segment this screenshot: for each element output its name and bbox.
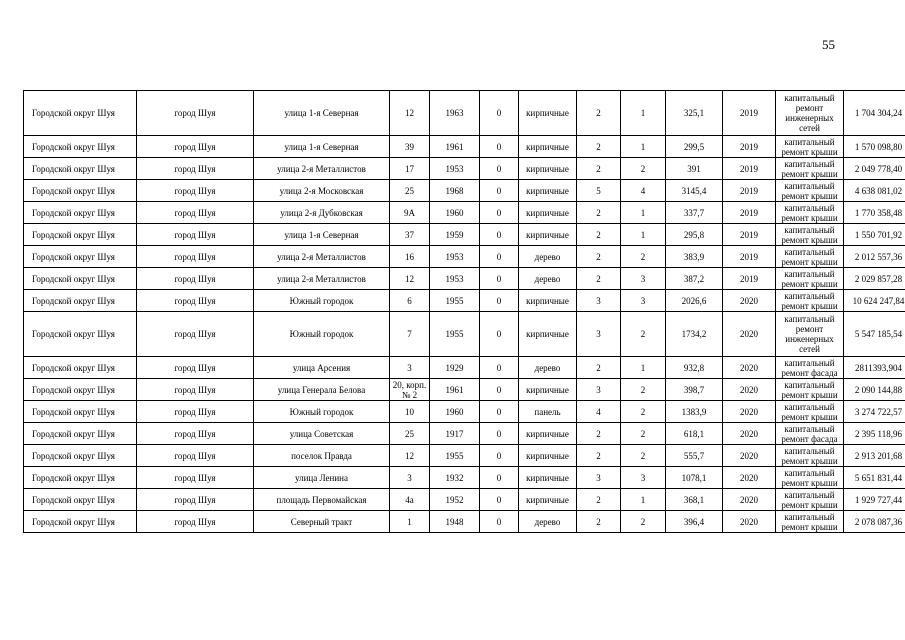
table-row bbox=[24, 91, 905, 136]
table-row bbox=[24, 158, 905, 180]
table-row bbox=[24, 379, 905, 401]
cell-floors: 3 bbox=[577, 379, 621, 401]
cell-area: 337,7 bbox=[666, 202, 723, 224]
cell-plan-year: 2019 bbox=[723, 91, 776, 136]
page-number: 55 bbox=[822, 37, 835, 52]
cell-city: город Шуя bbox=[137, 489, 254, 511]
cell-build-year: 1952 bbox=[430, 489, 480, 511]
cell-city: город Шуя bbox=[137, 202, 254, 224]
cell-house-number: 1 bbox=[390, 511, 430, 533]
cell-city: город Шуя bbox=[137, 290, 254, 312]
cell-city: город Шуя bbox=[137, 445, 254, 467]
table-row bbox=[24, 224, 905, 246]
cell-street: улица 2-я Дубковская bbox=[254, 202, 390, 224]
cell-wall-material: дерево bbox=[519, 268, 577, 290]
cell-build-year: 1929 bbox=[430, 357, 480, 379]
table-row bbox=[24, 445, 905, 467]
cell-city: город Шуя bbox=[137, 401, 254, 423]
cell-work-type: капитальный ремонт инженерных сетей bbox=[776, 312, 844, 357]
cell-floors: 5 bbox=[577, 180, 621, 202]
cell-district: Городской округ Шуя bbox=[24, 202, 137, 224]
cell-wall-material: кирпичные bbox=[519, 202, 577, 224]
cell-cost: 2811393,904 bbox=[844, 357, 905, 379]
cell-cost: 5 547 185,54 bbox=[844, 312, 905, 357]
cell-floors: 2 bbox=[577, 202, 621, 224]
cell-street: улица 1-я Северная bbox=[254, 91, 390, 136]
cell-street: улица 2-я Московская bbox=[254, 180, 390, 202]
cell-entrances: 2 bbox=[621, 445, 666, 467]
cell-street: Южный городок bbox=[254, 401, 390, 423]
table-row bbox=[24, 312, 905, 357]
cell-plan-year: 2020 bbox=[723, 467, 776, 489]
cell-build-year: 1955 bbox=[430, 290, 480, 312]
cell-plan-year: 2020 bbox=[723, 379, 776, 401]
cell-city: город Шуя bbox=[137, 224, 254, 246]
cell-cost: 1 550 701,92 bbox=[844, 224, 905, 246]
cell-house-number: 25 bbox=[390, 423, 430, 445]
cell-work-type: капитальный ремонт крыши bbox=[776, 401, 844, 423]
cell-plan-year: 2020 bbox=[723, 423, 776, 445]
cell-house-number: 39 bbox=[390, 136, 430, 158]
cell-city: город Шуя bbox=[137, 268, 254, 290]
table-row bbox=[24, 136, 905, 158]
cell-entrances: 3 bbox=[621, 268, 666, 290]
cell-district: Городской округ Шуя bbox=[24, 401, 137, 423]
cell-build-year: 1955 bbox=[430, 312, 480, 357]
cell-district: Городской округ Шуя bbox=[24, 290, 137, 312]
cell-street: Северный тракт bbox=[254, 511, 390, 533]
cell-floors: 2 bbox=[577, 423, 621, 445]
cell-plan-year: 2019 bbox=[723, 246, 776, 268]
cell-zero: 0 bbox=[480, 511, 519, 533]
cell-cost: 2 012 557,36 bbox=[844, 246, 905, 268]
cell-wall-material: панель bbox=[519, 401, 577, 423]
cell-plan-year: 2019 bbox=[723, 224, 776, 246]
cell-zero: 0 bbox=[480, 136, 519, 158]
cell-wall-material: кирпичные bbox=[519, 445, 577, 467]
cell-build-year: 1932 bbox=[430, 467, 480, 489]
cell-area: 295,8 bbox=[666, 224, 723, 246]
cell-floors: 3 bbox=[577, 290, 621, 312]
cell-area: 325,1 bbox=[666, 91, 723, 136]
cell-wall-material: дерево bbox=[519, 246, 577, 268]
cell-entrances: 2 bbox=[621, 312, 666, 357]
cell-house-number: 12 bbox=[390, 268, 430, 290]
cell-street: поселок Правда bbox=[254, 445, 390, 467]
cell-house-number: 17 bbox=[390, 158, 430, 180]
cell-floors: 2 bbox=[577, 224, 621, 246]
cell-house-number: 10 bbox=[390, 401, 430, 423]
cell-build-year: 1948 bbox=[430, 511, 480, 533]
cell-wall-material: кирпичные bbox=[519, 91, 577, 136]
cell-entrances: 2 bbox=[621, 158, 666, 180]
cell-house-number: 37 bbox=[390, 224, 430, 246]
cell-entrances: 1 bbox=[621, 91, 666, 136]
cell-city: город Шуя bbox=[137, 91, 254, 136]
cell-work-type: капитальный ремонт крыши bbox=[776, 290, 844, 312]
cell-wall-material: кирпичные bbox=[519, 136, 577, 158]
cell-area: 618,1 bbox=[666, 423, 723, 445]
cell-floors: 2 bbox=[577, 91, 621, 136]
cell-city: город Шуя bbox=[137, 246, 254, 268]
cell-zero: 0 bbox=[480, 357, 519, 379]
cell-district: Городской округ Шуя bbox=[24, 158, 137, 180]
cell-district: Городской округ Шуя bbox=[24, 445, 137, 467]
cell-wall-material: дерево bbox=[519, 511, 577, 533]
cell-house-number: 9А bbox=[390, 202, 430, 224]
cell-area: 368,1 bbox=[666, 489, 723, 511]
cell-plan-year: 2020 bbox=[723, 445, 776, 467]
cell-zero: 0 bbox=[480, 224, 519, 246]
cell-zero: 0 bbox=[480, 312, 519, 357]
cell-street: улица 1-я Северная bbox=[254, 224, 390, 246]
cell-area: 387,2 bbox=[666, 268, 723, 290]
cell-floors: 2 bbox=[577, 158, 621, 180]
cell-city: город Шуя bbox=[137, 467, 254, 489]
cell-entrances: 2 bbox=[621, 423, 666, 445]
cell-plan-year: 2020 bbox=[723, 489, 776, 511]
cell-zero: 0 bbox=[480, 423, 519, 445]
cell-floors: 4 bbox=[577, 401, 621, 423]
cell-area: 932,8 bbox=[666, 357, 723, 379]
cell-cost: 4 638 081,02 bbox=[844, 180, 905, 202]
cell-house-number: 3 bbox=[390, 467, 430, 489]
cell-area: 3145,4 bbox=[666, 180, 723, 202]
cell-district: Городской округ Шуя bbox=[24, 268, 137, 290]
cell-entrances: 1 bbox=[621, 489, 666, 511]
cell-district: Городской округ Шуя bbox=[24, 423, 137, 445]
cell-street: площадь Первомайская bbox=[254, 489, 390, 511]
cell-entrances: 1 bbox=[621, 224, 666, 246]
cell-city: город Шуя bbox=[137, 379, 254, 401]
cell-work-type: капитальный ремонт крыши bbox=[776, 224, 844, 246]
cell-work-type: капитальный ремонт крыши bbox=[776, 379, 844, 401]
cell-wall-material: кирпичные bbox=[519, 467, 577, 489]
cell-zero: 0 bbox=[480, 158, 519, 180]
cell-wall-material: кирпичные bbox=[519, 180, 577, 202]
cell-build-year: 1953 bbox=[430, 158, 480, 180]
cell-house-number: 12 bbox=[390, 445, 430, 467]
cell-zero: 0 bbox=[480, 91, 519, 136]
cell-zero: 0 bbox=[480, 379, 519, 401]
table-row bbox=[24, 511, 905, 533]
table-row bbox=[24, 290, 905, 312]
table-row bbox=[24, 246, 905, 268]
cell-entrances: 3 bbox=[621, 290, 666, 312]
cell-city: город Шуя bbox=[137, 423, 254, 445]
cell-entrances: 2 bbox=[621, 401, 666, 423]
cell-area: 1383,9 bbox=[666, 401, 723, 423]
cell-area: 398,7 bbox=[666, 379, 723, 401]
cell-floors: 3 bbox=[577, 312, 621, 357]
cell-zero: 0 bbox=[480, 445, 519, 467]
cell-cost: 1 929 727,44 bbox=[844, 489, 905, 511]
cell-cost: 2 078 087,36 bbox=[844, 511, 905, 533]
cell-work-type: капитальный ремонт крыши bbox=[776, 511, 844, 533]
cell-district: Городской округ Шуя bbox=[24, 379, 137, 401]
cell-plan-year: 2019 bbox=[723, 268, 776, 290]
cell-city: город Шуя bbox=[137, 158, 254, 180]
cell-house-number: 7 bbox=[390, 312, 430, 357]
cell-house-number: 16 bbox=[390, 246, 430, 268]
cell-build-year: 1960 bbox=[430, 401, 480, 423]
cell-city: город Шуя bbox=[137, 511, 254, 533]
cell-plan-year: 2019 bbox=[723, 158, 776, 180]
cell-house-number: 4а bbox=[390, 489, 430, 511]
cell-street: улица 2-я Металлистов bbox=[254, 268, 390, 290]
table-row bbox=[24, 268, 905, 290]
cell-cost: 1 570 098,80 bbox=[844, 136, 905, 158]
cell-wall-material: кирпичные bbox=[519, 158, 577, 180]
cell-work-type: капитальный ремонт фасада bbox=[776, 423, 844, 445]
cell-area: 396,4 bbox=[666, 511, 723, 533]
cell-district: Городской округ Шуя bbox=[24, 489, 137, 511]
cell-plan-year: 2020 bbox=[723, 312, 776, 357]
cell-entrances: 1 bbox=[621, 202, 666, 224]
cell-city: город Шуя bbox=[137, 136, 254, 158]
cell-entrances: 2 bbox=[621, 379, 666, 401]
cell-cost: 2 395 118,96 bbox=[844, 423, 905, 445]
table-row bbox=[24, 423, 905, 445]
cell-floors: 2 bbox=[577, 445, 621, 467]
cell-plan-year: 2020 bbox=[723, 290, 776, 312]
cell-plan-year: 2019 bbox=[723, 180, 776, 202]
cell-zero: 0 bbox=[480, 290, 519, 312]
cell-area: 1734,2 bbox=[666, 312, 723, 357]
cell-floors: 2 bbox=[577, 357, 621, 379]
cell-street: Южный городок bbox=[254, 290, 390, 312]
cell-cost: 3 274 722,57 bbox=[844, 401, 905, 423]
cell-build-year: 1968 bbox=[430, 180, 480, 202]
cell-district: Городской округ Шуя bbox=[24, 312, 137, 357]
cell-cost: 2 049 778,40 bbox=[844, 158, 905, 180]
cell-build-year: 1963 bbox=[430, 91, 480, 136]
cell-work-type: капитальный ремонт крыши bbox=[776, 489, 844, 511]
cell-district: Городской округ Шуя bbox=[24, 246, 137, 268]
table-row bbox=[24, 401, 905, 423]
cell-plan-year: 2020 bbox=[723, 401, 776, 423]
cell-area: 2026,6 bbox=[666, 290, 723, 312]
cell-work-type: капитальный ремонт крыши bbox=[776, 246, 844, 268]
cell-zero: 0 bbox=[480, 489, 519, 511]
cell-plan-year: 2020 bbox=[723, 511, 776, 533]
table-row bbox=[24, 467, 905, 489]
cell-entrances: 1 bbox=[621, 136, 666, 158]
table-row bbox=[24, 180, 905, 202]
cell-build-year: 1953 bbox=[430, 268, 480, 290]
cell-build-year: 1953 bbox=[430, 246, 480, 268]
cell-street: Южный городок bbox=[254, 312, 390, 357]
cell-cost: 5 651 831,44 bbox=[844, 467, 905, 489]
cell-floors: 2 bbox=[577, 246, 621, 268]
cell-cost: 2 913 201,68 bbox=[844, 445, 905, 467]
cell-street: улица 2-я Металлистов bbox=[254, 246, 390, 268]
cell-work-type: капитальный ремонт крыши bbox=[776, 467, 844, 489]
cell-house-number: 3 bbox=[390, 357, 430, 379]
cell-house-number: 6 bbox=[390, 290, 430, 312]
cell-street: улица Советская bbox=[254, 423, 390, 445]
cell-area: 391 bbox=[666, 158, 723, 180]
cell-floors: 3 bbox=[577, 467, 621, 489]
cell-district: Городской округ Шуя bbox=[24, 180, 137, 202]
cell-wall-material: кирпичные bbox=[519, 379, 577, 401]
table-row bbox=[24, 489, 905, 511]
cell-house-number: 12 bbox=[390, 91, 430, 136]
cell-zero: 0 bbox=[480, 401, 519, 423]
cell-floors: 2 bbox=[577, 268, 621, 290]
cell-work-type: капитальный ремонт инженерных сетей bbox=[776, 91, 844, 136]
cell-cost: 10 624 247,84 bbox=[844, 290, 905, 312]
table-row bbox=[24, 202, 905, 224]
table-row bbox=[24, 357, 905, 379]
cell-plan-year: 2019 bbox=[723, 136, 776, 158]
cell-zero: 0 bbox=[480, 467, 519, 489]
cell-zero: 0 bbox=[480, 180, 519, 202]
cell-street: улица Ленина bbox=[254, 467, 390, 489]
cell-entrances: 2 bbox=[621, 246, 666, 268]
cell-entrances: 2 bbox=[621, 511, 666, 533]
cell-wall-material: кирпичные bbox=[519, 224, 577, 246]
cell-build-year: 1917 bbox=[430, 423, 480, 445]
cell-build-year: 1960 bbox=[430, 202, 480, 224]
cell-house-number: 25 bbox=[390, 180, 430, 202]
cell-plan-year: 2020 bbox=[723, 357, 776, 379]
cell-work-type: капитальный ремонт крыши bbox=[776, 202, 844, 224]
cell-build-year: 1955 bbox=[430, 445, 480, 467]
cell-zero: 0 bbox=[480, 268, 519, 290]
cell-wall-material: дерево bbox=[519, 357, 577, 379]
cell-work-type: капитальный ремонт крыши bbox=[776, 445, 844, 467]
cell-build-year: 1961 bbox=[430, 136, 480, 158]
cell-area: 1078,1 bbox=[666, 467, 723, 489]
cell-zero: 0 bbox=[480, 202, 519, 224]
cell-district: Городской округ Шуя bbox=[24, 357, 137, 379]
cell-floors: 2 bbox=[577, 489, 621, 511]
cell-zero: 0 bbox=[480, 246, 519, 268]
cell-wall-material: кирпичные bbox=[519, 489, 577, 511]
cell-house-number: 20, корп. № 2 bbox=[390, 379, 430, 401]
cell-build-year: 1959 bbox=[430, 224, 480, 246]
cell-work-type: капитальный ремонт крыши bbox=[776, 158, 844, 180]
cell-entrances: 4 bbox=[621, 180, 666, 202]
cell-street: улица 2-я Металлистов bbox=[254, 158, 390, 180]
cell-cost: 1 770 358,48 bbox=[844, 202, 905, 224]
cell-plan-year: 2019 bbox=[723, 202, 776, 224]
cell-cost: 1 704 304,24 bbox=[844, 91, 905, 136]
cell-work-type: капитальный ремонт фасада bbox=[776, 357, 844, 379]
cell-area: 299,5 bbox=[666, 136, 723, 158]
cell-work-type: капитальный ремонт крыши bbox=[776, 180, 844, 202]
cell-floors: 2 bbox=[577, 136, 621, 158]
cell-district: Городской округ Шуя bbox=[24, 467, 137, 489]
cell-district: Городской округ Шуя bbox=[24, 224, 137, 246]
cell-city: город Шуя bbox=[137, 180, 254, 202]
cell-street: улица 1-я Северная bbox=[254, 136, 390, 158]
cell-work-type: капитальный ремонт крыши bbox=[776, 136, 844, 158]
cell-area: 555,7 bbox=[666, 445, 723, 467]
cell-wall-material: кирпичные bbox=[519, 312, 577, 357]
cell-floors: 2 bbox=[577, 511, 621, 533]
cell-work-type: капитальный ремонт крыши bbox=[776, 268, 844, 290]
cell-cost: 2 090 144,88 bbox=[844, 379, 905, 401]
cell-district: Городской округ Шуя bbox=[24, 91, 137, 136]
cell-wall-material: кирпичные bbox=[519, 423, 577, 445]
cell-entrances: 3 bbox=[621, 467, 666, 489]
cell-street: улица Арсения bbox=[254, 357, 390, 379]
cell-build-year: 1961 bbox=[430, 379, 480, 401]
cell-entrances: 1 bbox=[621, 357, 666, 379]
cell-cost: 2 029 857,28 bbox=[844, 268, 905, 290]
cell-city: город Шуя bbox=[137, 357, 254, 379]
cell-wall-material: кирпичные bbox=[519, 290, 577, 312]
cell-area: 383,9 bbox=[666, 246, 723, 268]
table-body bbox=[24, 91, 905, 533]
housing-repair-table bbox=[23, 90, 905, 533]
cell-city: город Шуя bbox=[137, 312, 254, 357]
cell-district: Городской округ Шуя bbox=[24, 136, 137, 158]
cell-street: улица Генерала Белова bbox=[254, 379, 390, 401]
cell-district: Городской округ Шуя bbox=[24, 511, 137, 533]
